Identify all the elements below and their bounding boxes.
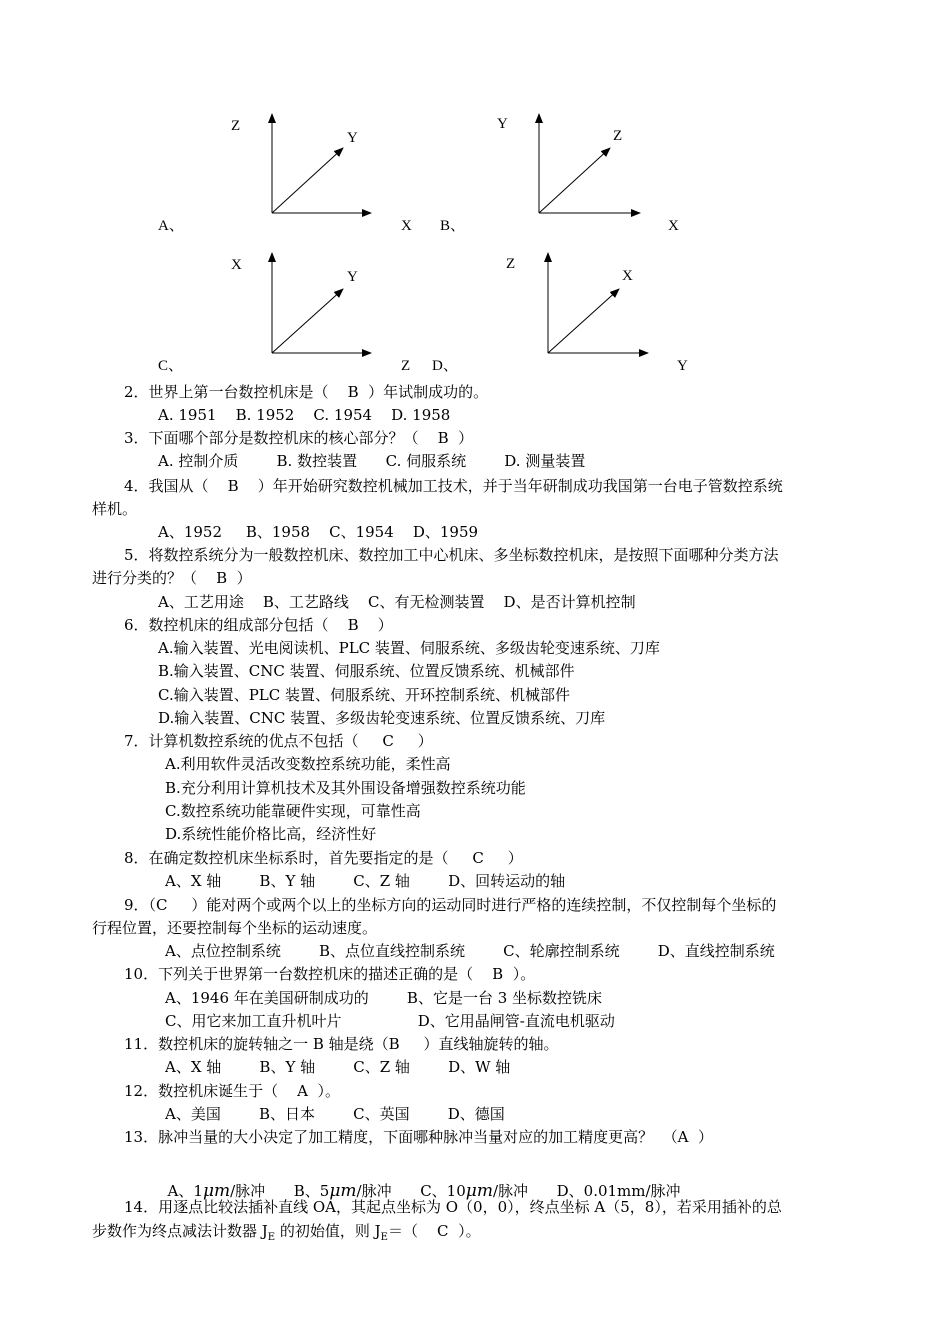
axis-diagrams — [0, 0, 950, 400]
diagram-b-axes — [539, 114, 640, 213]
question-8-options: A、X 轴 B、Y 轴 C、Z 轴 D、回转运动的轴 — [165, 872, 566, 890]
question-10-options-cd: C、用它来加工直升机叶片 D、它用晶闸管-直流电机驱动 — [165, 1012, 615, 1030]
q13-option-c: C、10μm/脉冲 — [420, 1181, 529, 1201]
question-9: 9．（C ）能对两个或两个以上的坐标方向的运动同时进行严格的连续控制，不仅控制每个坐标的 — [124, 896, 777, 914]
question-4-options: A、1952 B、1958 C、1954 D、1959 — [158, 523, 479, 541]
diagram-d-option: D、 — [432, 358, 458, 374]
diagram-a-up-label: Z — [231, 118, 241, 134]
question-14: 14．用逐点比较法插补直线 OA，其起点坐标为 O（0，0），终点坐标 A（5，8），若采用插补的总 — [124, 1198, 782, 1216]
diagram-b-right-label: X — [668, 218, 679, 234]
question-5-continued: 进行分类的？（ B ） — [92, 569, 252, 587]
q13-option-a: A、1μm/脉冲 — [167, 1181, 266, 1201]
question-5-options: A、工艺用途 B、工艺路线 C、有无检测装置 D、是否计算机控制 — [158, 593, 636, 611]
question-13-options — [158, 1164, 681, 1200]
question-7: 7．计算机数控系统的优点不包括（ C ） — [124, 732, 433, 750]
question-3-options: A. 控制介质 B. 数控装置 C. 伺服系统 D. 测量装置 — [158, 452, 586, 470]
diagram-c-right-label: Z — [401, 358, 411, 374]
question-6-option-c: C.输入装置、PLC 装置、伺服系统、开环控制系统、机械部件 — [158, 686, 571, 704]
question-7-option-d: D.系统性能价格比高，经济性好 — [165, 825, 377, 843]
question-4: 4．我国从（ B ）年开始研究数控机械加工技术，并于当年研制成功我国第一台电子管数控系统 — [124, 477, 783, 495]
question-2-options: A. 1951 B. 1952 C. 1954 D. 1958 — [158, 406, 451, 424]
diagram-c-up-label: X — [231, 257, 242, 273]
diagram-d-right-label: Y — [677, 358, 688, 374]
question-12: 12．数控机床诞生于（ A ）。 — [124, 1082, 341, 1100]
question-9-continued: 行程位置，还要控制每个坐标的运动速度。 — [92, 919, 378, 937]
q13-option-b: B、5μm/脉冲 — [293, 1181, 392, 1201]
question-6-option-a: A.输入装置、光电阅读机、PLC 装置、伺服系统、多级齿轮变速系统、刀库 — [158, 639, 660, 657]
question-7-option-a: A.利用软件灵活改变数控系统功能，柔性高 — [165, 755, 451, 773]
question-4-continued: 样机。 — [92, 500, 138, 518]
question-10-options-ab: A、1946 年在美国研制成功的 B、它是一台 3 坐标数控铣床 — [165, 989, 603, 1007]
diagram-b-up-label: Y — [497, 116, 508, 132]
q13-option-d: D、0.01mm/脉冲 — [556, 1182, 681, 1200]
question-13: 13．脉冲当量的大小决定了加工精度，下面哪种脉冲当量对应的加工精度更高？ （A ） — [124, 1128, 713, 1146]
question-11-options: A、X 轴 B、Y 轴 C、Z 轴 D、W 轴 — [165, 1058, 511, 1076]
question-6-option-d: D.输入装置、CNC 装置、多级齿轮变速系统、位置反馈系统、刀库 — [158, 709, 606, 727]
diagram-d-axes — [548, 253, 648, 353]
question-6-option-b: B.输入装置、CNC 装置、伺服系统、位置反馈系统、机械部件 — [158, 662, 575, 680]
question-5: 5．将数控系统分为一般数控机床、数控加工中心机床、多坐标数控机床，是按照下面哪种分类方法 — [124, 546, 779, 564]
diagram-b-option: B、 — [440, 218, 466, 234]
question-10: 10．下列关于世界第一台数控机床的描述正确的是（ B ）。 — [124, 965, 536, 983]
question-7-option-c: C.数控系统功能靠硬件实现，可靠性高 — [165, 802, 421, 820]
question-14-continued: 步数作为终点减法计数器 $J_E$ 的初始值，则 $J_E=$（ C ）。 — [92, 1222, 481, 1243]
diagram-a-option: A、 — [158, 218, 184, 234]
question-9-options: A、点位控制系统 B、点位直线控制系统 C、轮廓控制系统 D、直线控制系统 — [165, 942, 775, 960]
question-6: 6．数控机床的组成部分包括（ B ） — [124, 616, 393, 634]
diagram-a-axes — [272, 114, 371, 213]
diagram-c-axes — [272, 253, 371, 353]
diagram-b-diag-label: Z — [613, 128, 623, 144]
diagram-c-option: C、 — [158, 358, 184, 374]
question-7-option-b: B.充分利用计算机技术及其外围设备增强数控系统功能 — [165, 779, 526, 797]
question-11: 11．数控机床的旋转轴之一 B 轴是绕（B ）直线轴旋转的轴。 — [124, 1035, 559, 1053]
diagram-a-diag-label: Y — [347, 130, 358, 146]
question-12-options: A、美国 B、日本 C、英国 D、德国 — [165, 1105, 505, 1123]
question-8: 8．在确定数控机床坐标系时，首先要指定的是（ C ） — [124, 849, 523, 867]
question-3: 3．下面哪个部分是数控机床的核心部分？（ B ） — [124, 429, 474, 447]
diagram-d-up-label: Z — [506, 256, 516, 272]
diagram-d-diag-label: X — [622, 268, 633, 284]
diagram-c-diag-label: Y — [347, 269, 358, 285]
question-2: 2．世界上第一台数控机床是（ B ）年试制成功的。 — [124, 383, 489, 401]
diagram-a-right-label: X — [401, 218, 412, 234]
